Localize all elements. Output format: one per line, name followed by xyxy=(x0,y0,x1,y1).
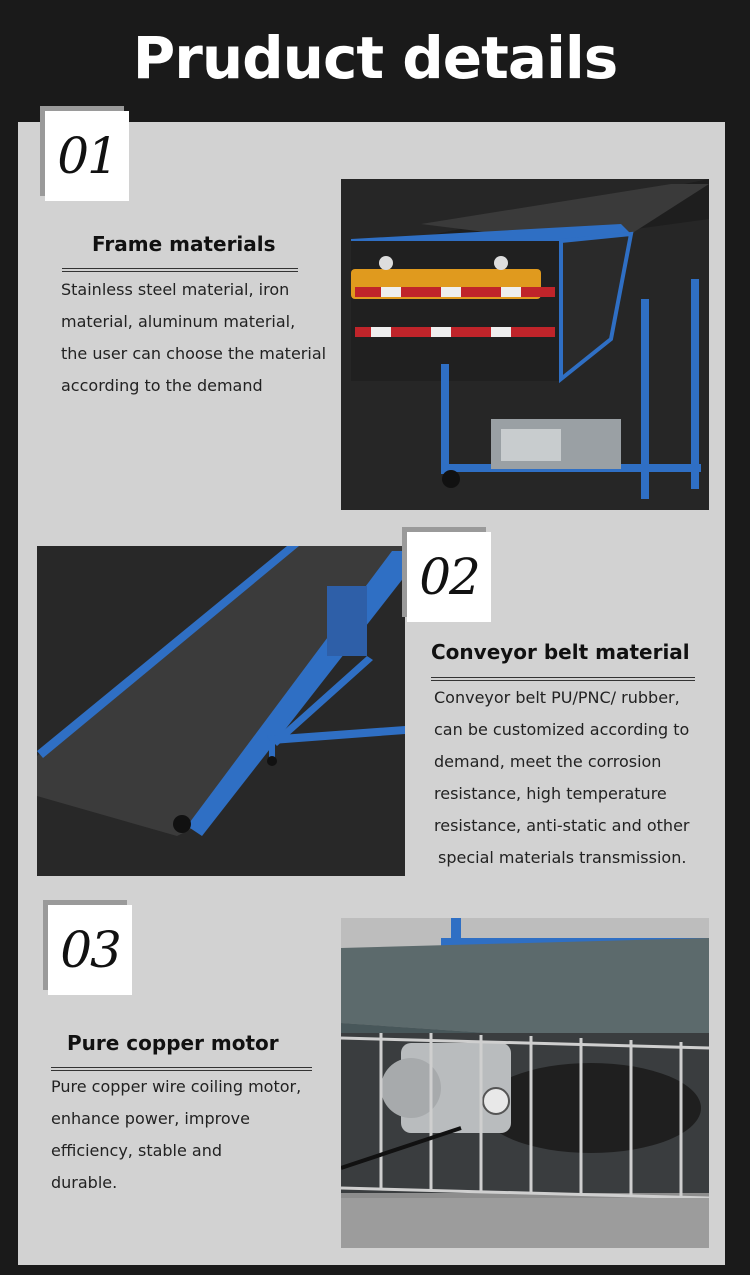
desc-line: enhance power, improve xyxy=(51,1109,250,1128)
section-1-number: 01 xyxy=(45,111,129,201)
desc-line: Conveyor belt PU/PNC/ rubber, xyxy=(434,688,680,707)
desc-line: resistance, anti-static and other xyxy=(434,816,690,835)
section-1-divider xyxy=(62,268,298,272)
desc-line: demand, meet the corrosion xyxy=(434,752,662,771)
frame-photo xyxy=(341,179,709,510)
desc-line: efficiency, stable and xyxy=(51,1141,223,1160)
section-3-description xyxy=(51,1071,326,1199)
section-1-number-badge xyxy=(40,106,134,206)
section-2-divider xyxy=(431,677,695,681)
desc-line: Stainless steel material, iron xyxy=(61,280,290,299)
desc-line: material, aluminum material, xyxy=(61,312,296,331)
desc-line: resistance, high temperature xyxy=(434,784,667,803)
section-2-number: 02 xyxy=(407,532,491,622)
section-2-heading: Conveyor belt material xyxy=(431,640,690,664)
desc-line: special materials transmission. xyxy=(438,848,687,867)
desc-line: can be customized according to xyxy=(434,720,690,739)
section-3-number-badge xyxy=(43,900,137,1000)
section-1-description xyxy=(61,274,336,402)
section-2-description xyxy=(434,682,724,874)
page-title: Pruduct details xyxy=(132,24,618,92)
desc-line: durable. xyxy=(51,1173,118,1192)
section-2-number-badge xyxy=(402,527,496,627)
desc-line: the user can choose the material xyxy=(61,344,327,363)
desc-line: according to the demand xyxy=(61,376,263,395)
motor-photo xyxy=(341,918,709,1248)
section-1-heading: Frame materials xyxy=(92,232,276,256)
section-3-number: 03 xyxy=(48,905,132,995)
desc-line: Pure copper wire coiling motor, xyxy=(51,1077,302,1096)
section-3-heading: Pure copper motor xyxy=(67,1031,279,1055)
conveyor-belt-photo xyxy=(37,546,405,876)
